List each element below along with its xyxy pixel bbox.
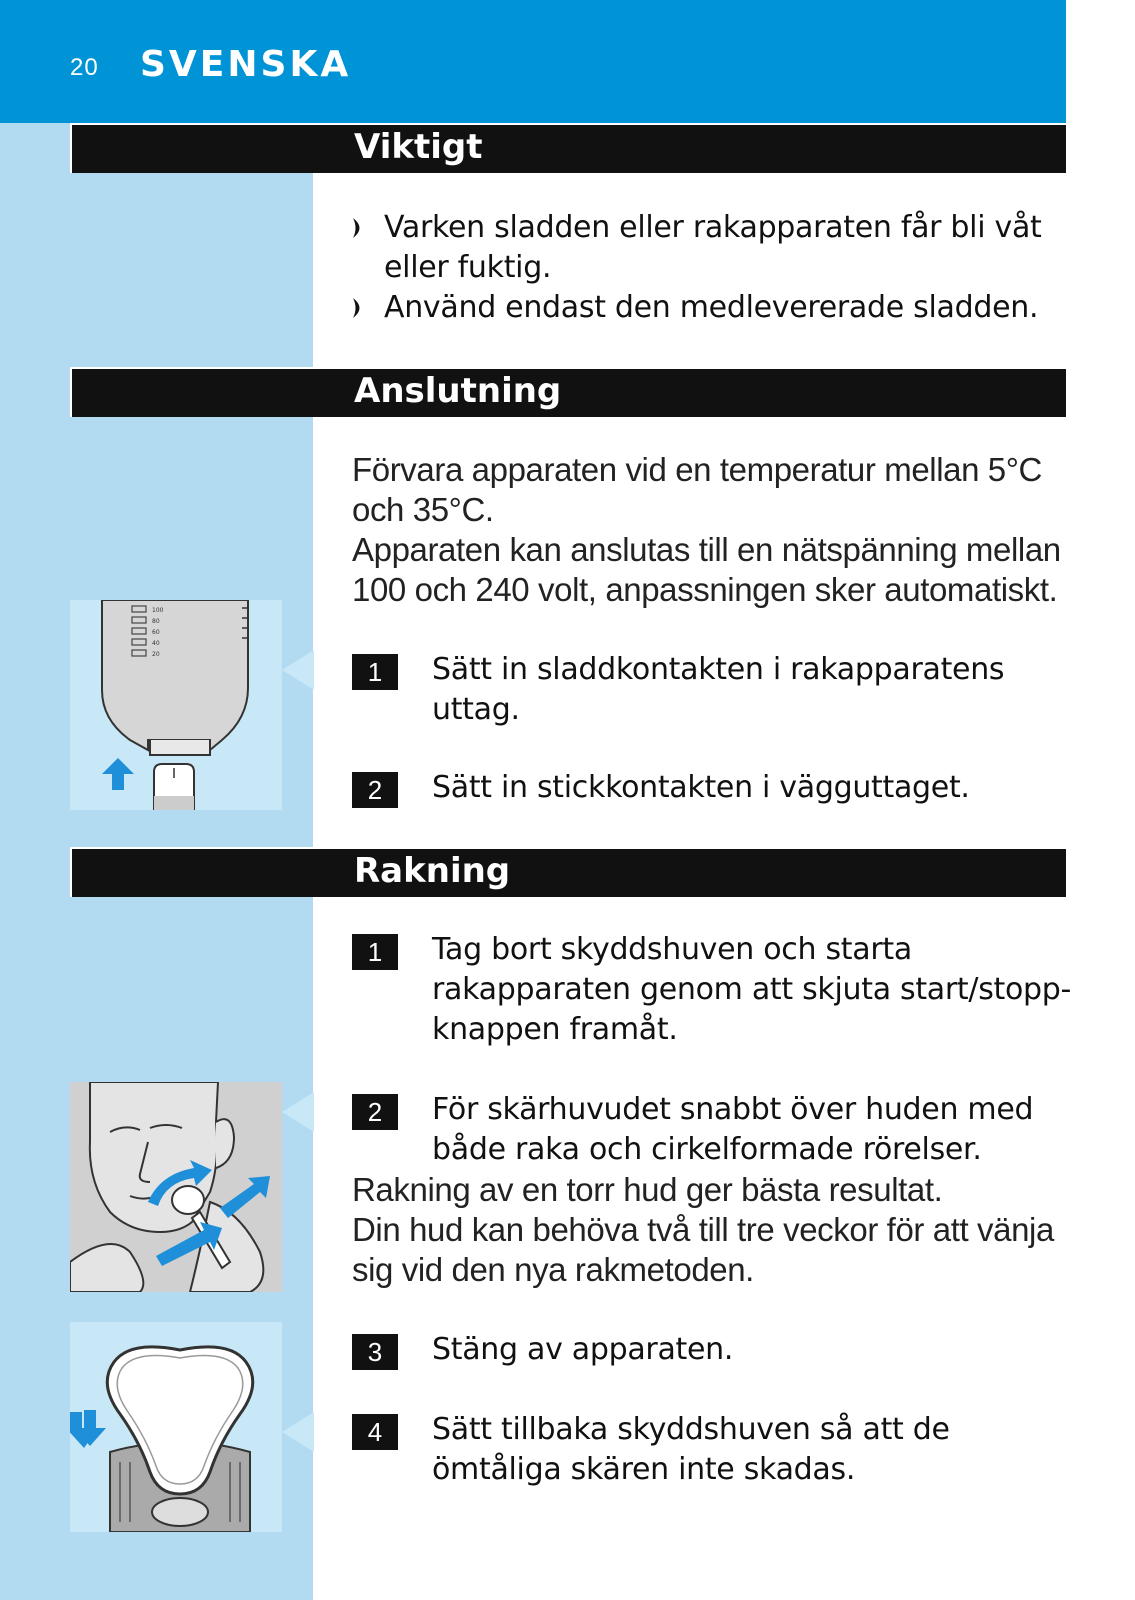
step-number: 1 [352, 934, 398, 970]
section-title: Anslutning [354, 371, 562, 411]
section-title: Viktigt [354, 127, 483, 167]
bullet-item: Använd endast den medlevererade sladden. [384, 290, 1039, 325]
step-text: För skärhuvudet snabbt över huden med både raka och cirkelformade rörelser. [432, 1092, 1034, 1167]
step-number: 2 [352, 1094, 398, 1130]
step-text: Tag bort skyddshuven och starta rakapparaten genom att skjuta start/stopp-knappen framåt. [432, 932, 1072, 1047]
section-bar-rakning [70, 847, 1066, 897]
arrow-up-icon [102, 758, 134, 790]
page-number: 20 [70, 54, 99, 81]
paragraph: Apparaten kan anslutas till en nätspänning mellan 100 och 240 volt, anpassningen sker automatiskt. [352, 531, 1061, 608]
step-text: Sätt in stickkontakten i vägguttaget. [432, 770, 970, 805]
illustration-pointer [282, 1092, 314, 1132]
bullet-icon [352, 297, 366, 319]
step-text: Stäng av apparaten. [432, 1332, 734, 1367]
illustration-pointer [282, 650, 314, 690]
illustration-plug-connection [70, 600, 282, 810]
scale-label: 60 [152, 629, 160, 636]
illustration-shaving-motion [70, 1082, 282, 1292]
section-bar-viktigt [70, 123, 1066, 173]
illustration-protection-cap [70, 1322, 282, 1532]
step-number: 3 [352, 1334, 398, 1370]
paragraph: Förvara apparaten vid en temperatur mellan 5°C och 35°C. [352, 451, 1042, 528]
scale-label: 80 [152, 618, 160, 625]
section-title: Rakning [354, 851, 511, 891]
step-number: 2 [352, 772, 398, 808]
step-number: 1 [352, 654, 398, 690]
illustration-pointer [282, 1412, 314, 1452]
note: Rakning av en torr hud ger bästa resultat. [352, 1171, 943, 1208]
language-title: SVENSKA [140, 44, 352, 85]
step-text: Sätt tillbaka skyddshuven så att de ömtåliga skären inte skadas. [432, 1412, 950, 1487]
section-bar-anslutning [70, 367, 1066, 417]
bullet-icon [352, 217, 366, 239]
step-number: 4 [352, 1414, 398, 1450]
scale-label: 20 [152, 651, 160, 658]
scale-label: 40 [152, 640, 160, 647]
step-text: Sätt in sladdkontakten i rakapparatens uttag. [432, 652, 1005, 727]
bullet-item: Varken sladden eller rakapparaten får bli våt eller fuktig. [384, 210, 1042, 285]
note: Din hud kan behöva två till tre veckor för att vänja sig vid den nya rakmetoden. [352, 1211, 1054, 1288]
scale-label: 100 [152, 607, 164, 614]
